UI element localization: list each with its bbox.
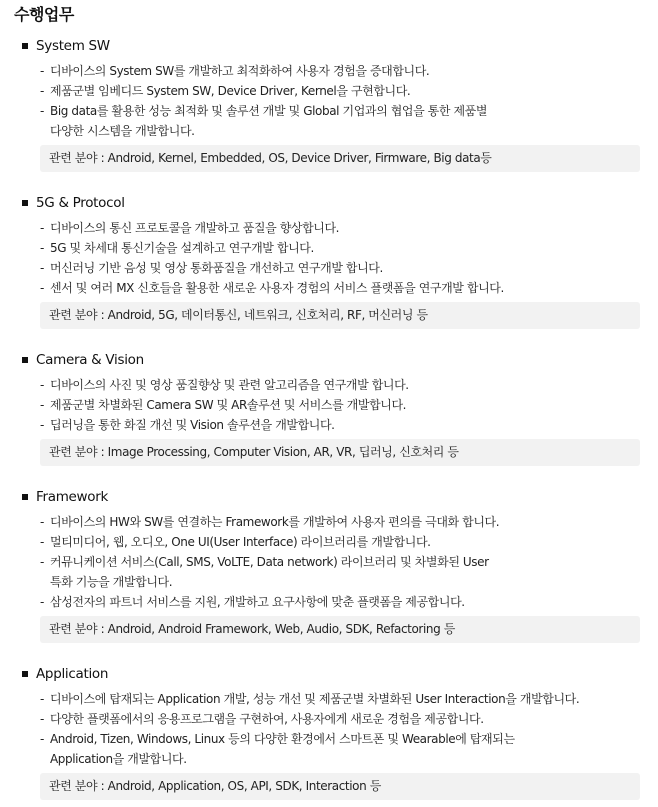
duty-list (14, 218, 644, 298)
square-bullet-icon (22, 357, 28, 363)
duty-list (14, 512, 644, 612)
duty-list-item (40, 532, 644, 552)
square-bullet-icon (22, 494, 28, 500)
section-spacer (14, 172, 644, 193)
section-heading (22, 36, 644, 56)
duty-text: Android, Tizen, Windows, Linux 등의 다양한 환경에서 스마트폰 및 Wearable에 탑재되는 (50, 732, 515, 746)
dash-marker: - (40, 221, 44, 235)
dash-marker: - (40, 281, 44, 295)
square-bullet-icon (22, 671, 28, 677)
section-heading (22, 664, 644, 684)
duty-text: 제품군별 차별화된 Camera SW 및 AR솔루션 및 서비스를 개발합니다. (50, 398, 407, 412)
duty-list-item (40, 101, 644, 141)
dash-marker: - (40, 84, 44, 98)
related-fields-box: 관련 분야 : Image Processing, Computer Vision, AR, VR, 딥러닝, 신호처리 등 (40, 439, 640, 466)
section-heading (22, 350, 644, 370)
duty-list-item (40, 61, 644, 81)
duty-text: 딥러닝을 통한 화질 개선 및 Vision 솔루션을 개발합니다. (50, 418, 335, 432)
duty-text: 센서 및 여러 MX 신호들을 활용한 새로운 사용자 경험의 서비스 플랫폼을 연구개발 합니다. (50, 281, 504, 295)
section-heading (22, 487, 644, 507)
dash-marker: - (40, 555, 44, 569)
duty-list-item (40, 81, 644, 101)
page-title: 수행업무 (14, 5, 74, 24)
duty-list-item (40, 709, 644, 729)
duty-list-item (40, 375, 644, 395)
section-spacer (14, 329, 644, 350)
dash-marker: - (40, 732, 44, 746)
duty-list (14, 689, 644, 769)
duty-list-item (40, 258, 644, 278)
duty-text: 특화 기능을 개발합니다. (50, 575, 173, 589)
section-5g-protocol (14, 193, 644, 329)
duty-text: 삼성전자의 파트너 서비스를 지원, 개발하고 요구사항에 맞춘 플랫폼을 제공합니다. (50, 595, 465, 609)
sections-container (14, 36, 644, 800)
section-spacer (14, 643, 644, 664)
dash-marker: - (40, 261, 44, 275)
duty-list-item (40, 238, 644, 258)
duty-list-item (40, 395, 644, 415)
duty-text: 디바이스에 탑재되는 Application 개발, 성능 개선 및 제품군별 차별화된 User Interaction을 개발합니다. (50, 692, 580, 706)
duty-text: 디바이스의 System SW를 개발하고 최적화하여 사용자 경험을 증대합니다. (50, 64, 430, 78)
duty-list-item (40, 729, 644, 769)
dash-marker: - (40, 515, 44, 529)
related-fields-box: 관련 분야 : Android, Kernel, Embedded, OS, Device Driver, Firmware, Big data등 (40, 145, 640, 172)
section-title: Framework (36, 489, 109, 505)
dash-marker: - (40, 64, 44, 78)
duty-text: Big data를 활용한 성능 최적화 및 솔루션 개발 및 Global 기업과의 협업을 통한 제품별 (50, 104, 488, 118)
duty-text: 디바이스의 HW와 SW를 연결하는 Framework를 개발하여 사용자 편의를 극대화 합니다. (50, 515, 500, 529)
duty-text: 다양한 플랫폼에서의 응용프로그램을 구현하여, 사용자에게 새로운 경험을 제공합니다. (50, 712, 484, 726)
duty-text: 디바이스의 사진 및 영상 품질향상 및 관련 알고리즘을 연구개발 합니다. (50, 378, 409, 392)
duty-list-item (40, 512, 644, 532)
dash-marker: - (40, 595, 44, 609)
related-fields-box: 관련 분야 : Android, Android Framework, Web, Audio, SDK, Refactoring 등 (40, 616, 640, 643)
dash-marker: - (40, 241, 44, 255)
related-fields-box: 관련 분야 : Android, 5G, 데이터통신, 네트워크, 신호처리, RF, 머신러닝 등 (40, 302, 640, 329)
duty-text: 다양한 시스템을 개발합니다. (50, 124, 195, 138)
section-camera-vision (14, 350, 644, 466)
duty-list (14, 375, 644, 435)
duty-list-item (40, 218, 644, 238)
duty-text: 머신러닝 기반 음성 및 영상 통화품질을 개선하고 연구개발 합니다. (50, 261, 383, 275)
duty-list-item (40, 415, 644, 435)
duty-list-item (40, 278, 644, 298)
section-title: 5G & Protocol (36, 195, 125, 211)
section-application (14, 664, 644, 800)
duty-text: 제품군별 임베디드 System SW, Device Driver, Kernel을 구현합니다. (50, 84, 411, 98)
duty-text: 디바이스의 통신 프로토콜을 개발하고 품질을 향상합니다. (50, 221, 340, 235)
square-bullet-icon (22, 200, 28, 206)
duty-list-item (40, 552, 644, 592)
section-system-sw (14, 36, 644, 172)
dash-marker: - (40, 535, 44, 549)
section-title: Camera & Vision (36, 352, 144, 368)
section-title: System SW (36, 38, 110, 54)
dash-marker: - (40, 104, 44, 118)
duty-text: 커뮤니케이션 서비스(Call, SMS, VoLTE, Data network) 라이브러리 및 차별화된 User (50, 555, 489, 569)
duty-list (14, 61, 644, 141)
section-title: Application (36, 666, 109, 682)
duty-text: 멀티미디어, 웹, 오디오, One UI(User Interface) 라이브러리를 개발합니다. (50, 535, 431, 549)
square-bullet-icon (22, 43, 28, 49)
section-heading (22, 193, 644, 213)
dash-marker: - (40, 378, 44, 392)
dash-marker: - (40, 692, 44, 706)
dash-marker: - (40, 398, 44, 412)
duty-list-item (40, 592, 644, 612)
related-fields-box: 관련 분야 : Android, Application, OS, API, SDK, Interaction 등 (40, 773, 640, 800)
duty-list-item (40, 689, 644, 709)
section-framework (14, 487, 644, 643)
dash-marker: - (40, 418, 44, 432)
section-spacer (14, 466, 644, 487)
dash-marker: - (40, 712, 44, 726)
duty-text: 5G 및 차세대 통신기술을 설계하고 연구개발 합니다. (50, 241, 314, 255)
duty-text: Application을 개발합니다. (50, 752, 187, 766)
